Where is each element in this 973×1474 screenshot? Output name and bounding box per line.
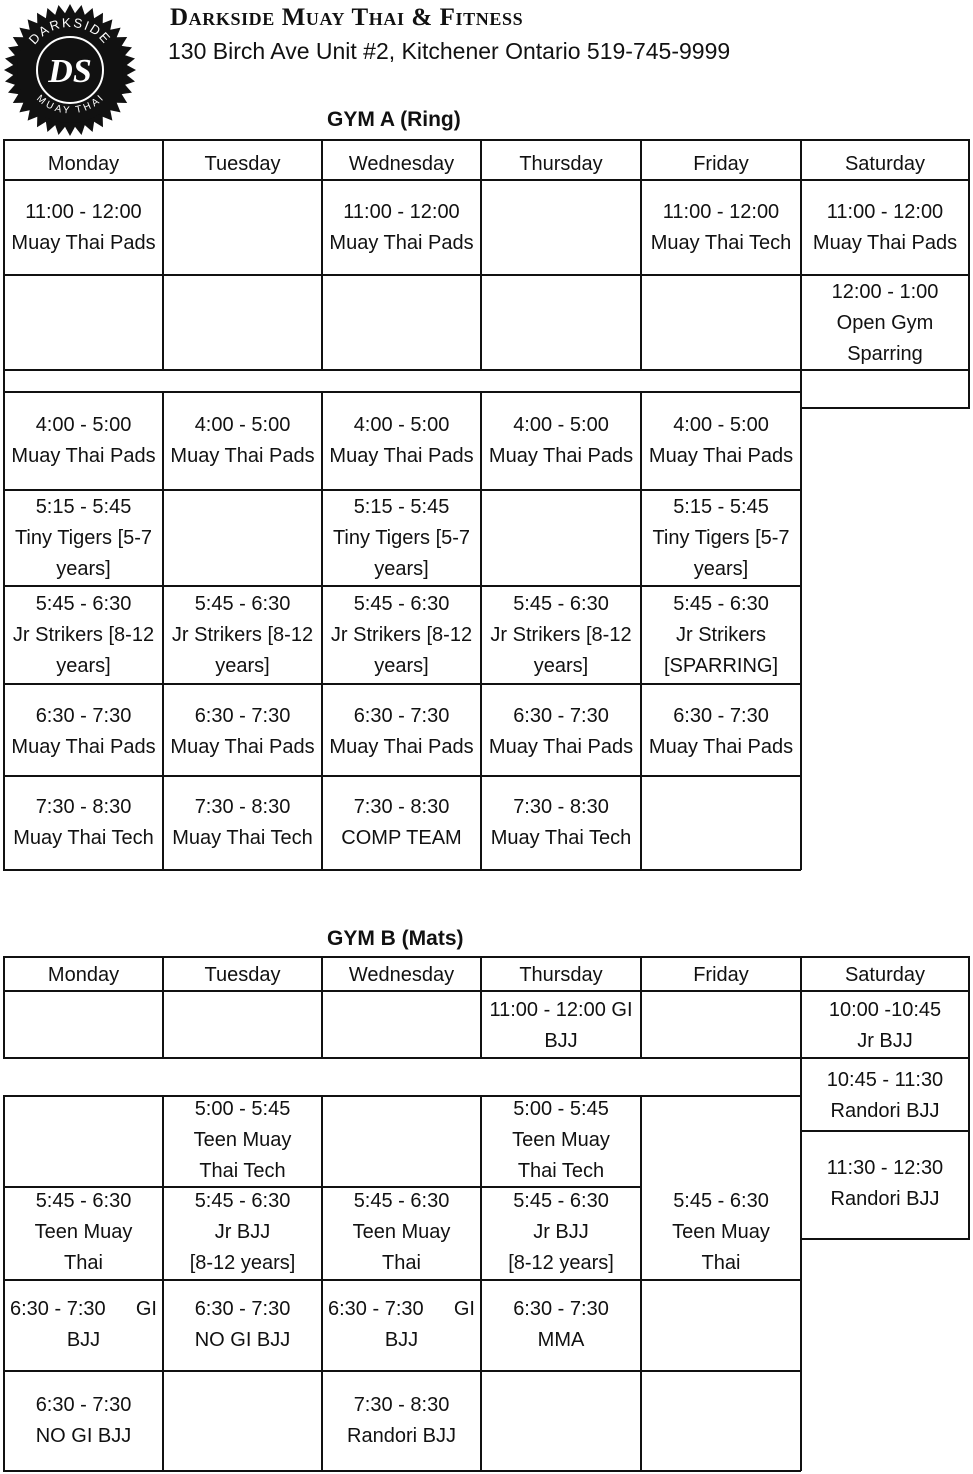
class-cell: 11:30 - 12:30 Randori BJJ [826, 1157, 944, 1210]
class-cell: 5:45 - 6:30 Jr Strikers [8-12 years] [171, 593, 314, 677]
class-cell: 4:00 - 5:00 Muay Thai Pads [648, 414, 794, 467]
gym-a-day-thursday: Thursday [519, 152, 603, 175]
class-cell: 10:00 -10:45 Jr BJJ [828, 999, 942, 1052]
gym-b-day-tuesday: Tuesday [204, 964, 281, 986]
class-cell: 6:30 - 7:30 Muay Thai Pads [329, 705, 474, 758]
class-cell: 6:30 - 7:30 NO GI BJJ [35, 1394, 132, 1447]
gym-a-day-wednesday: Wednesday [348, 152, 455, 175]
class-cell: 6:30 - 7:30 Muay Thai Pads [488, 705, 634, 758]
class-cell: 5:15 - 5:45 Tiny Tigers [5-7 years] [652, 496, 790, 580]
darkside-logo [3, 3, 137, 137]
class-cell: 5:00 - 5:45 Teen Muay Thai Tech [512, 1098, 610, 1182]
gym-b-day-wednesday: Wednesday [348, 964, 455, 986]
class-cell: 5:45 - 6:30 Teen Muay Thai [34, 1190, 133, 1274]
class-cell: 10:45 - 11:30 Randori BJJ [826, 1069, 944, 1122]
gym-b-day-friday: Friday [693, 964, 749, 986]
class-cell: 5:00 - 5:45 Teen Muay Thai Tech [193, 1098, 292, 1182]
class-cell: 5:45 - 6:30 Jr BJJ [8-12 years] [189, 1190, 296, 1274]
class-cell: 11:00 - 12:00 GI BJJ [489, 999, 633, 1052]
class-cell: 4:00 - 5:00 Muay Thai Pads [170, 414, 315, 467]
class-cell: 5:45 - 6:30 Jr Strikers [8-12 years] [490, 593, 632, 677]
gym-b-title: GYM B (Mats) [327, 927, 464, 950]
class-cell: 6:30 - 7:30 Muay Thai Pads [170, 705, 315, 758]
class-cell: 7:30 - 8:30 COMP TEAM [341, 796, 462, 849]
gym-a-title: GYM A (Ring) [327, 108, 461, 131]
class-cell: 7:30 - 8:30 Muay Thai Tech [13, 796, 154, 849]
gym-a-day-tuesday: Tuesday [204, 152, 281, 175]
gym-a-day-monday: Monday [47, 152, 120, 175]
class-cell: 6:30 - 7:30 GI BJJ [10, 1298, 157, 1351]
gym-b-day-thursday: Thursday [519, 964, 603, 986]
logo-monogram: DS [48, 53, 92, 90]
gym-a-day-friday: Friday [693, 152, 749, 175]
class-cell: 4:00 - 5:00 Muay Thai Pads [488, 414, 634, 467]
class-cell: 7:30 - 8:30 Randori BJJ [347, 1394, 456, 1447]
gym-b-day-monday: Monday [47, 964, 120, 986]
class-cell: 11:00 - 12:00 Muay Thai Pads [812, 201, 958, 254]
class-cell: 12:00 - 1:00 Open Gym Sparring [831, 281, 939, 365]
class-cell: 5:15 - 5:45 Tiny Tigers [5-7 years] [332, 496, 471, 580]
class-cell: 7:30 - 8:30 Muay Thai Tech [172, 796, 313, 849]
class-cell: 6:30 - 7:30 GI BJJ [328, 1298, 475, 1351]
class-cell: 5:45 - 6:30 Jr BJJ [8-12 years] [508, 1190, 614, 1274]
class-cell: 4:00 - 5:00 Muay Thai Pads [329, 414, 474, 467]
class-cell: 11:00 - 12:00 Muay Thai Tech [650, 201, 792, 254]
gym-a-day-saturday: Saturday [844, 152, 926, 175]
class-cell: 6:30 - 7:30 Muay Thai Pads [648, 705, 794, 758]
gym-name: Darkside Muay Thai & Fitness [170, 4, 524, 31]
class-cell: 5:45 - 6:30 Jr Strikers [8-12 years] [330, 593, 473, 677]
class-cell: 4:00 - 5:00 Muay Thai Pads [11, 414, 156, 467]
gym-address: 130 Birch Ave Unit #2, Kitchener Ontario 519-745-9999 [168, 38, 731, 64]
class-cell: 5:45 - 6:30 Jr Strikers [SPARRING] [663, 593, 779, 677]
class-cell: 7:30 - 8:30 Muay Thai Tech [490, 796, 632, 849]
class-cell: 6:30 - 7:30 NO GI BJJ [194, 1298, 291, 1351]
class-cell: 11:00 - 12:00 Muay Thai Pads [329, 201, 474, 254]
gym-b-day-saturday: Saturday [844, 964, 926, 986]
class-cell: 5:45 - 6:30 Teen Muay Thai [352, 1190, 451, 1274]
class-cell: 6:30 - 7:30 Muay Thai Pads [11, 705, 156, 758]
logo-bottom-text: MUAY THAI [34, 92, 107, 117]
class-cell: 6:30 - 7:30 MMA [513, 1298, 609, 1351]
logo-top-text: DARKSIDE [25, 14, 115, 48]
class-cell: 11:00 - 12:00 Muay Thai Pads [11, 201, 156, 254]
class-cell: 5:45 - 6:30 Teen Muay Thai [672, 1190, 770, 1274]
class-cell: 5:45 - 6:30 Jr Strikers [8-12 years] [12, 593, 155, 677]
class-cell: 5:15 - 5:45 Tiny Tigers [5-7 years] [14, 496, 153, 580]
